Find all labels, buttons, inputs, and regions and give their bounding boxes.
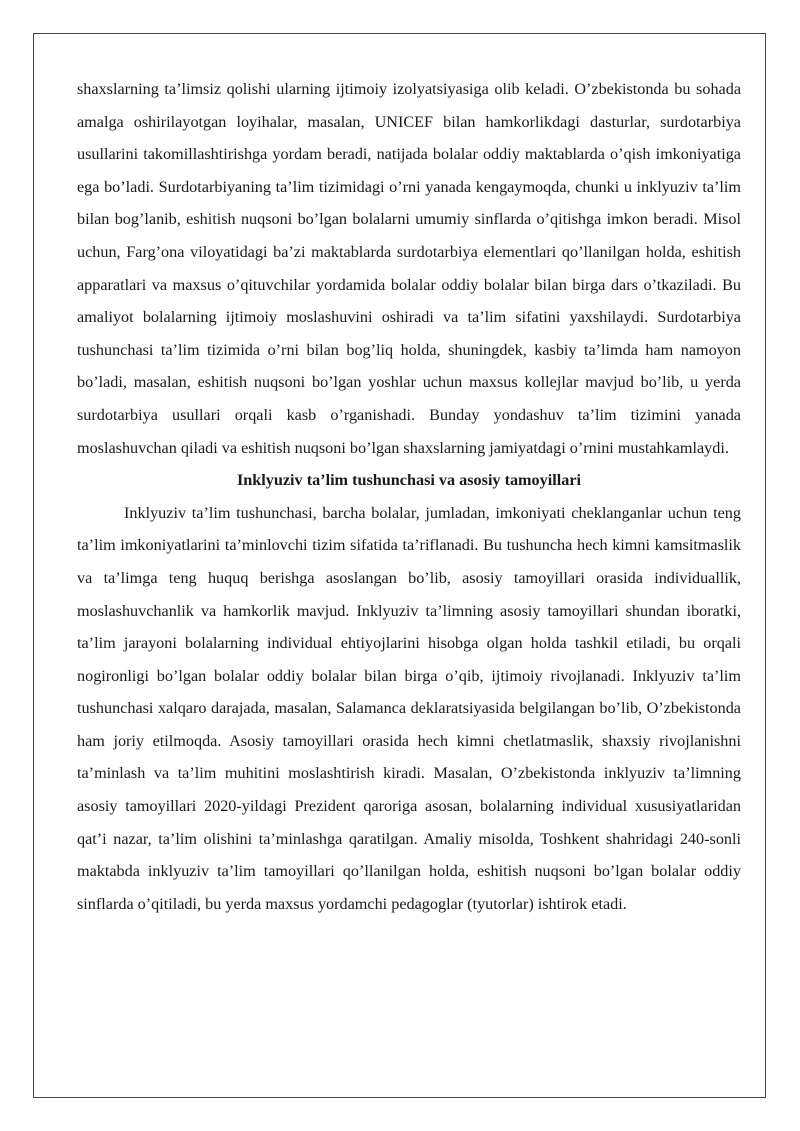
body-paragraph: shaxslarning ta’limsiz qolishi ularning ijtimoiy izolyatsiyasiga olib keladi. O’zbekistonda bu sohada amalga oshirilayotgan loyihalar, masalan, UNICEF bilan hamkorlikdagi dasturlar, surdotarbiya usullarini takomillashtirishga yordam beradi, natijada bolalar oddiy maktablarda o’qish imkoniyatiga ega bo’ladi. Surdotarbiyaning ta’lim tizimidagi o’rni yanada kengaymoqda, chunki u inklyuziv ta’lim bilan bog’lanib, eshitish nuqsoni bo’lgan bolalarni umumiy sinflarda o’qitishga imkon beradi. Misol uchun, Farg’ona viloyatidagi ba’zi maktablarda surdotarbiya elementlari qo’llanilgan holda, eshitish apparatlari va maxsus o’qituvchilar yordamida bolalar oddiy bolalar bilan birga dars o’tkaziladi. Bu amaliyot bolalarning ijtimoiy moslashuvini oshiradi va ta’lim sifatini yaxshilaydi. Surdotarbiya tushunchasi ta’lim tizimida o’rni bilan bog’liq holda, shuningdek, kasbiy ta’limda ham namoyon bo’ladi, masalan, eshitish nuqsoni bo’lgan yoshlar uchun maxsus kollejlar mavjud bo’lib, u yerda surdotarbiya usullari orqali kasb o’rganishadi. Bunday yondashuv ta’lim tizimini yanada moslashuvchan qiladi va eshitish nuqsoni bo’lgan shaxslarning jamiyatdagi o’rnini mustahkamlaydi. — [77, 80, 741, 457]
section-heading: Inklyuziv ta’lim tushunchasi va asosiy tamoyillari — [236, 471, 582, 490]
body-paragraph: Inklyuziv ta’lim tushunchasi, barcha bolalar, jumladan, imkoniyati cheklanganlar uchun teng ta’lim imkoniyatlarini ta’minlovchi tizim sifatida ta’riflanadi. Bu tushuncha hech kimni kamsitmaslik va ta’limga teng huquq berishga asoslangan bo’lib, asosiy tamoyillari orasida individuallik, moslashuvchanlik va hamkorlik mavjud. Inklyuziv ta’limning asosiy tamoyillari shundan iboratki, ta’lim jarayoni bolalarning individual ehtiyojlarini hisobga olgan holda tashkil etiladi, bu orqali nogironligi bo’lgan bolalar oddiy bolalar bilan birga o’qib, ijtimoiy rivojlanadi. Inklyuziv ta’lim tushunchasi xalqaro darajada, masalan, Salamanca deklaratsiyasida belgilangan bo’lib, O’zbekistonda ham joriy etilmoqda. Asosiy tamoyillari orasida hech kimni chetlatmaslik, shaxsiy rivojlanishni ta’minlash va ta’lim muhitini moslashtirish kiradi. Masalan, O’zbekistonda inklyuziv ta’limning asosiy tamoyillari 2020-yildagi Prezident qaroriga asosan, bolalarning individual xususiyatlaridan qat’i nazar, ta’lim olishini ta’minlashga qaratilgan. Amaliy misolda, Toshkent shahridagi 240-sonli maktabda inklyuziv ta’lim tamoyillari qo’llanilgan holda, eshitish nuqsoni bo’lgan bolalar oddiy sinflarda o’qitiladi, bu yerda maxsus yordamchi pedagoglar (tyutorlar) ishtirok etadi. — [77, 503, 741, 913]
document-body — [77, 73, 741, 920]
